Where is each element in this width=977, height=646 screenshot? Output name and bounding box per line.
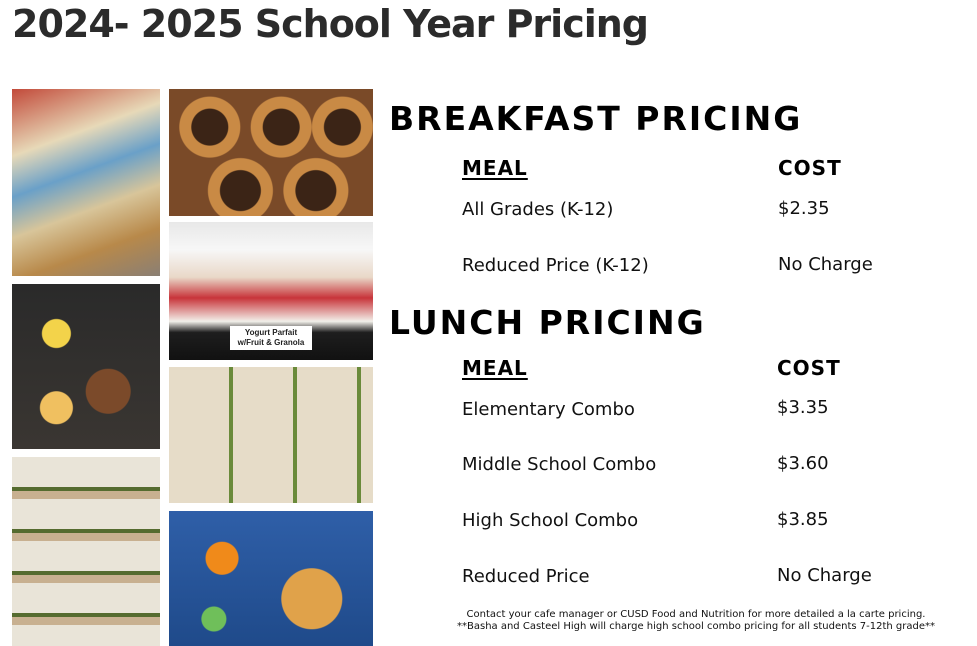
breakfast-cost-header: COST	[778, 156, 842, 180]
breakfast-meal: All Grades (K-12)	[462, 199, 614, 220]
lunch-cost: $3.85	[777, 509, 829, 530]
footnote-contact: Contact your cafe manager or CUSD Food and Nutrition for more detailed a la carte pricing.	[466, 609, 926, 620]
breakfast-pricing-title: BREAKFAST PRICING	[389, 99, 803, 138]
lunch-pricing-title: LUNCH PRICING	[389, 303, 706, 342]
breakfast-cost: No Charge	[778, 254, 873, 275]
lunch-cost: No Charge	[777, 565, 872, 586]
breakfast-meal: Reduced Price (K-12)	[462, 255, 649, 276]
photo-donuts	[169, 89, 373, 216]
breakfast-meal-header: MEAL	[462, 156, 528, 180]
photo-grab-and-go-shelves	[12, 457, 160, 646]
lunch-meal: Middle School Combo	[462, 454, 657, 475]
lunch-meal: Reduced Price	[462, 566, 590, 587]
lunch-cost-header: COST	[777, 356, 841, 380]
footnotes	[418, 609, 974, 633]
photo-lunch-tray	[169, 511, 373, 646]
lunch-meal: Elementary Combo	[462, 399, 635, 420]
page-title: 2024- 2025 School Year Pricing	[12, 2, 649, 46]
photo-breakfast-tray	[12, 89, 160, 276]
photo-salad-containers	[169, 367, 373, 503]
yogurt-parfait-label: Yogurt Parfait w/Fruit & Granola	[230, 326, 313, 350]
footnote-basha-casteel: **Basha and Casteel High will charge high school combo pricing for all students 7-12th grade**	[457, 621, 935, 632]
breakfast-cost: $2.35	[778, 198, 830, 219]
lunch-meal: High School Combo	[462, 510, 639, 531]
photo-yogurt-parfait	[169, 222, 373, 360]
photo-lunch-bowls	[12, 284, 160, 449]
lunch-cost: $3.60	[777, 453, 829, 474]
photo-caption	[169, 326, 373, 350]
lunch-cost: $3.35	[777, 397, 829, 418]
lunch-meal-header: MEAL	[462, 356, 528, 380]
